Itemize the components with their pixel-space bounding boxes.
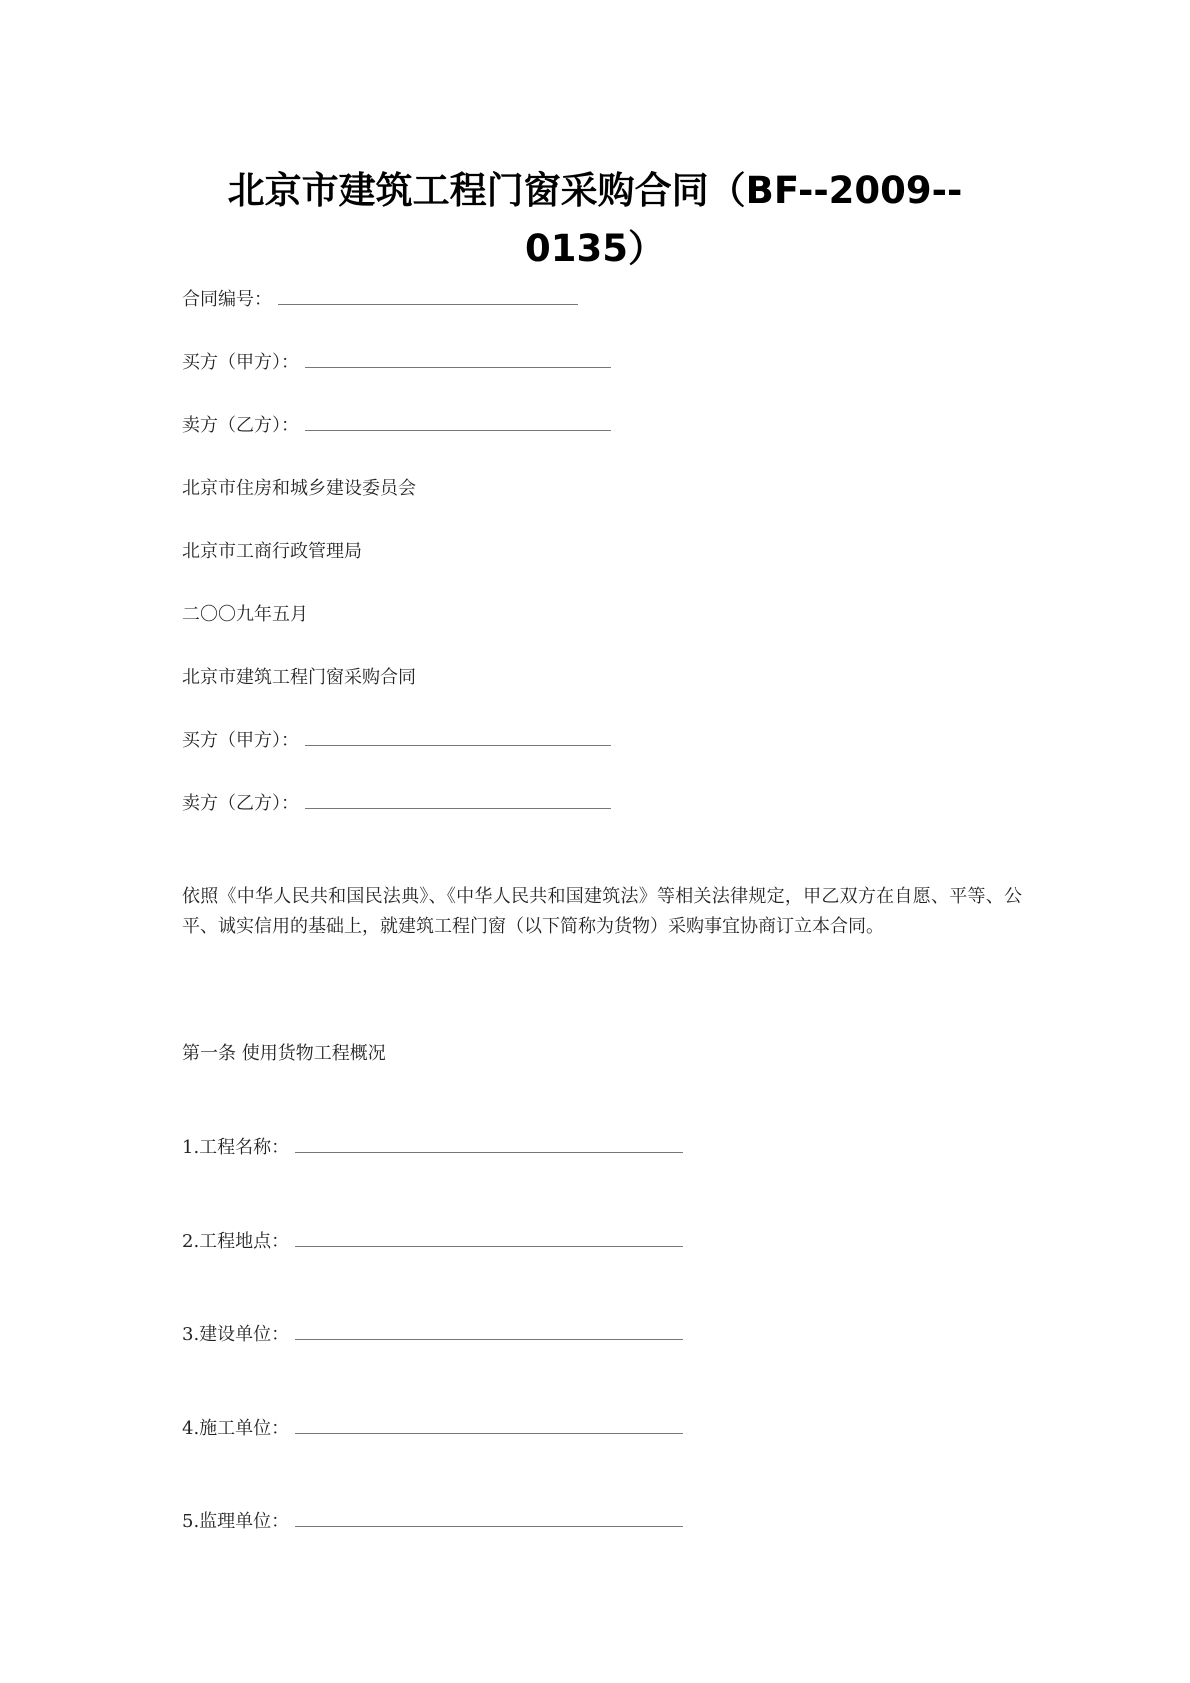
issuer-2: 北京市工商行政管理局 xyxy=(182,541,362,562)
item-label: 1.工程名称： xyxy=(182,1137,290,1158)
buyer-field[interactable] xyxy=(305,729,611,746)
cover-buyer-line xyxy=(182,351,611,375)
contract-subtitle: 北京市建筑工程门窗采购合同 xyxy=(182,667,416,688)
cover-seller-label: 卖方（乙方）： xyxy=(182,415,299,436)
item-supervision-unit xyxy=(182,1510,683,1534)
cover-seller-field[interactable] xyxy=(305,414,611,431)
article-1-heading: 第一条 使用货物工程概况 xyxy=(182,1043,386,1064)
cover-buyer-field[interactable] xyxy=(305,351,611,368)
title-line-1: 北京市建筑工程门窗采购合同（BF--2009-- xyxy=(227,169,963,212)
supervision-unit-field[interactable] xyxy=(295,1510,683,1527)
item-label: 4.施工单位： xyxy=(182,1418,290,1439)
issue-date: 二〇〇九年五月 xyxy=(182,604,308,625)
title-line-2: 0135） xyxy=(525,227,665,270)
contract-number-line xyxy=(182,288,578,312)
item-project-name xyxy=(182,1136,683,1160)
cover-seller-line xyxy=(182,414,611,438)
contractor-unit-field[interactable] xyxy=(295,1417,683,1434)
seller-label: 卖方（乙方）： xyxy=(182,793,299,814)
project-location-field[interactable] xyxy=(295,1230,683,1247)
item-project-location xyxy=(182,1230,683,1254)
item-label: 2.工程地点： xyxy=(182,1231,290,1252)
project-name-field[interactable] xyxy=(295,1136,683,1153)
item-contractor-unit xyxy=(182,1417,683,1441)
item-construction-unit xyxy=(182,1323,683,1347)
seller-line xyxy=(182,792,611,816)
document-title xyxy=(180,162,1010,278)
preamble-paragraph: 依照《中华人民共和国民法典》、《中华人民共和国建筑法》等相关法律规定，甲乙双方在自愿、平等、公平、诚实信用的基础上，就建筑工程门窗（以下简称为货物）采购事宜协商订立本合同。 xyxy=(182,886,1022,937)
construction-unit-field[interactable] xyxy=(295,1323,683,1340)
item-label: 3.建设单位： xyxy=(182,1324,290,1345)
seller-field[interactable] xyxy=(305,792,611,809)
issuer-1: 北京市住房和城乡建设委员会 xyxy=(182,478,416,499)
contract-number-label: 合同编号： xyxy=(182,289,272,310)
cover-buyer-label: 买方（甲方）： xyxy=(182,352,299,373)
buyer-line xyxy=(182,729,611,753)
item-label: 5.监理单位： xyxy=(182,1511,290,1532)
buyer-label: 买方（甲方）： xyxy=(182,730,299,751)
contract-number-field[interactable] xyxy=(278,288,578,305)
